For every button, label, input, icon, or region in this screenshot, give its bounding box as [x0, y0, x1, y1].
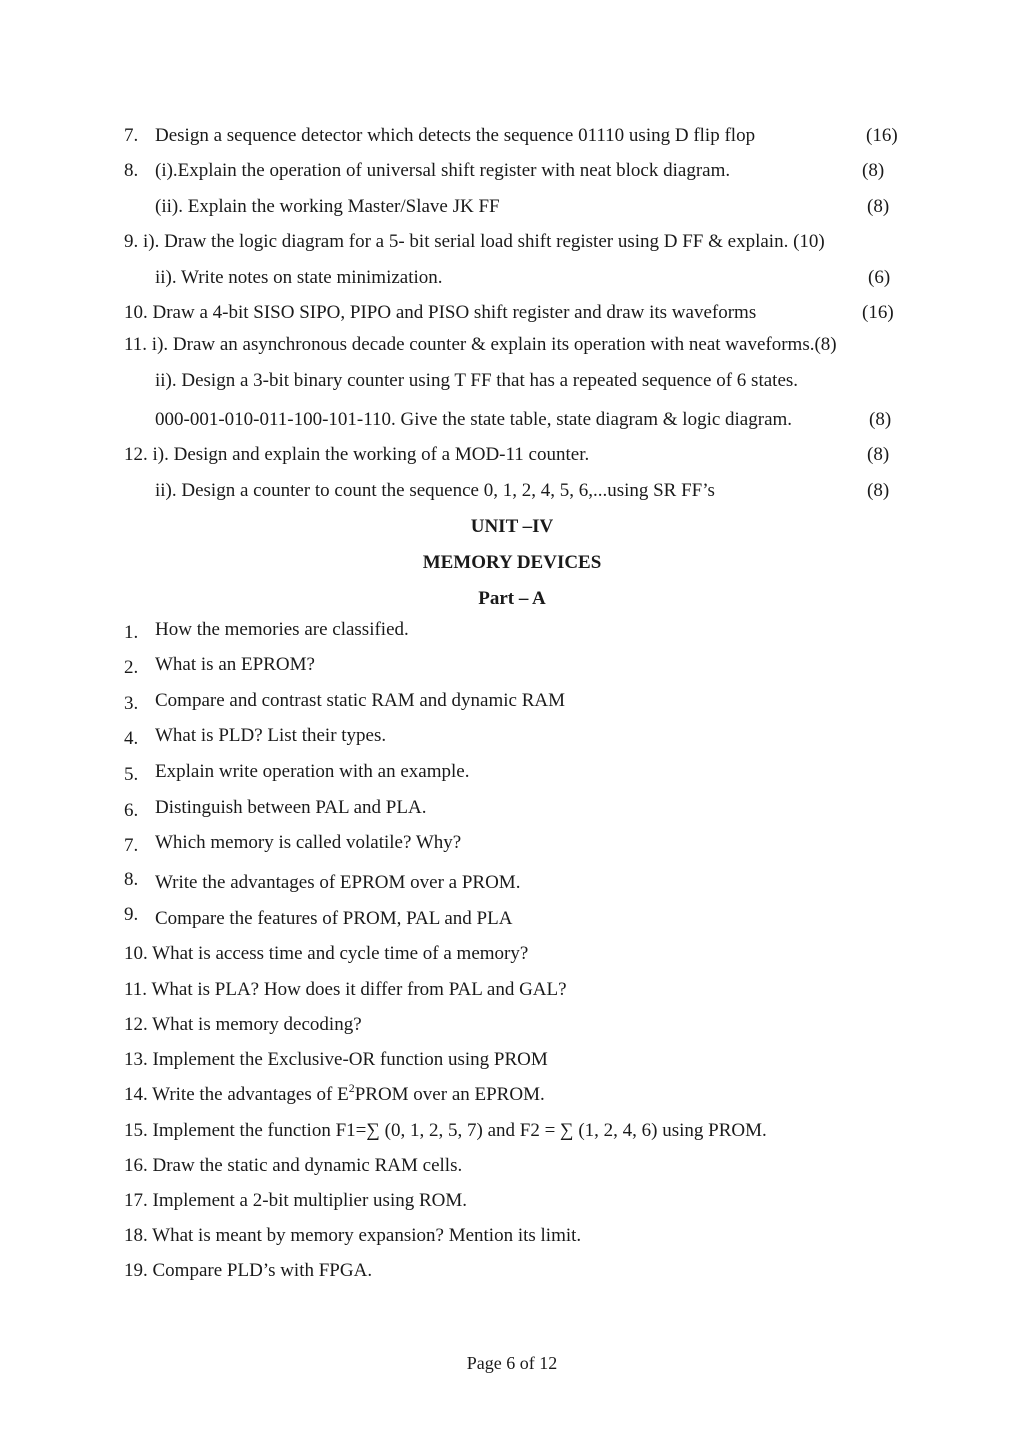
question-number: 9. — [124, 904, 139, 925]
question-text: 9. i). Draw the logic diagram for a 5- bit serial load shift register using D FF & explain. (10) — [124, 231, 825, 252]
question-text: 11. What is PLA? How does it differ from PAL and GAL? — [124, 979, 567, 1000]
question-number: 7. — [124, 835, 139, 856]
question-text: 16. Draw the static and dynamic RAM cells. — [124, 1155, 463, 1176]
question-text: 13. Implement the Exclusive-OR function using PROM — [124, 1049, 548, 1070]
question-text: Design a sequence detector which detects the sequence 01110 using D flip flop — [155, 125, 756, 146]
question-text: What is PLD? List their types. — [155, 725, 387, 746]
question-text — [124, 1080, 545, 1106]
question-text: ii). Design a 3-bit binary counter using T FF that has a repeated sequence of 6 states. — [155, 370, 799, 391]
question-text: Compare and contrast static RAM and dynamic RAM — [155, 690, 566, 711]
question-text: How the memories are classified. — [155, 619, 409, 640]
superscript: 2 — [348, 1080, 355, 1095]
question-text: 12. i). Design and explain the working of a MOD-11 counter. — [124, 444, 590, 465]
question-text: ii). Write notes on state minimization. — [155, 267, 443, 288]
question-text: 15. Implement the function F1=∑ (0, 1, 2, 5, 7) and F2 = ∑ (1, 2, 4, 6) using PROM. — [124, 1120, 767, 1141]
question-text: (ii). Explain the working Master/Slave JK FF — [155, 196, 500, 217]
question-text: 10. Draw a 4-bit SISO SIPO, PIPO and PISO shift register and draw its waveforms — [124, 302, 757, 323]
question-text: What is an EPROM? — [155, 654, 315, 675]
question-text: 19. Compare PLD’s with FPGA. — [124, 1260, 373, 1281]
question-marks: (6) — [868, 267, 891, 288]
question-marks: (8) — [862, 160, 885, 181]
question-text: (i).Explain the operation of universal shift register with neat block diagram. — [155, 160, 731, 181]
unit-title: MEMORY DEVICES — [422, 552, 602, 573]
question-text: 12. What is memory decoding? — [124, 1014, 362, 1035]
question-number: 8. — [124, 869, 139, 890]
question-marks: (8) — [867, 444, 890, 465]
question-text-part: 14. Write the advantages of E — [124, 1084, 349, 1105]
question-text: 10. What is access time and cycle time of a memory? — [124, 943, 529, 964]
question-text: 17. Implement a 2-bit multiplier using ROM. — [124, 1190, 468, 1211]
question-text: Which memory is called volatile? Why? — [155, 832, 462, 853]
page-footer: Page 6 of 12 — [466, 1353, 558, 1373]
question-number: 1. — [124, 622, 139, 643]
question-text: Distinguish between PAL and PLA. — [155, 797, 427, 818]
question-marks: (16) — [862, 302, 894, 323]
question-marks: (8) — [867, 196, 890, 217]
question-number: 3. — [124, 693, 139, 714]
question-number: 2. — [124, 657, 139, 678]
question-text: ii). Design a counter to count the sequence 0, 1, 2, 4, 5, 6,...using SR FF’s — [155, 480, 715, 501]
question-marks: (8) — [869, 409, 892, 430]
question-number: 8. — [124, 160, 139, 181]
question-text-part: PROM over an EPROM. — [354, 1084, 545, 1105]
unit-heading: UNIT –IV — [470, 516, 554, 537]
question-marks: (8) — [867, 480, 890, 501]
question-number: 6. — [124, 800, 139, 821]
question-text: 11. i). Draw an asynchronous decade counter & explain its operation with neat waveforms.(8) — [124, 334, 837, 355]
question-text: Explain write operation with an example. — [155, 761, 470, 782]
question-number: 5. — [124, 764, 139, 785]
question-text: Write the advantages of EPROM over a PROM. — [155, 872, 521, 893]
question-text: 18. What is meant by memory expansion? Mention its limit. — [124, 1225, 582, 1246]
question-number: 7. — [124, 125, 139, 146]
question-text: Compare the features of PROM, PAL and PLA — [155, 908, 513, 929]
question-marks: (16) — [866, 125, 898, 146]
part-heading: Part – A — [478, 588, 546, 609]
question-text: 000-001-010-011-100-101-110. Give the state table, state diagram & logic diagram. — [155, 409, 793, 430]
question-number: 4. — [124, 728, 139, 749]
